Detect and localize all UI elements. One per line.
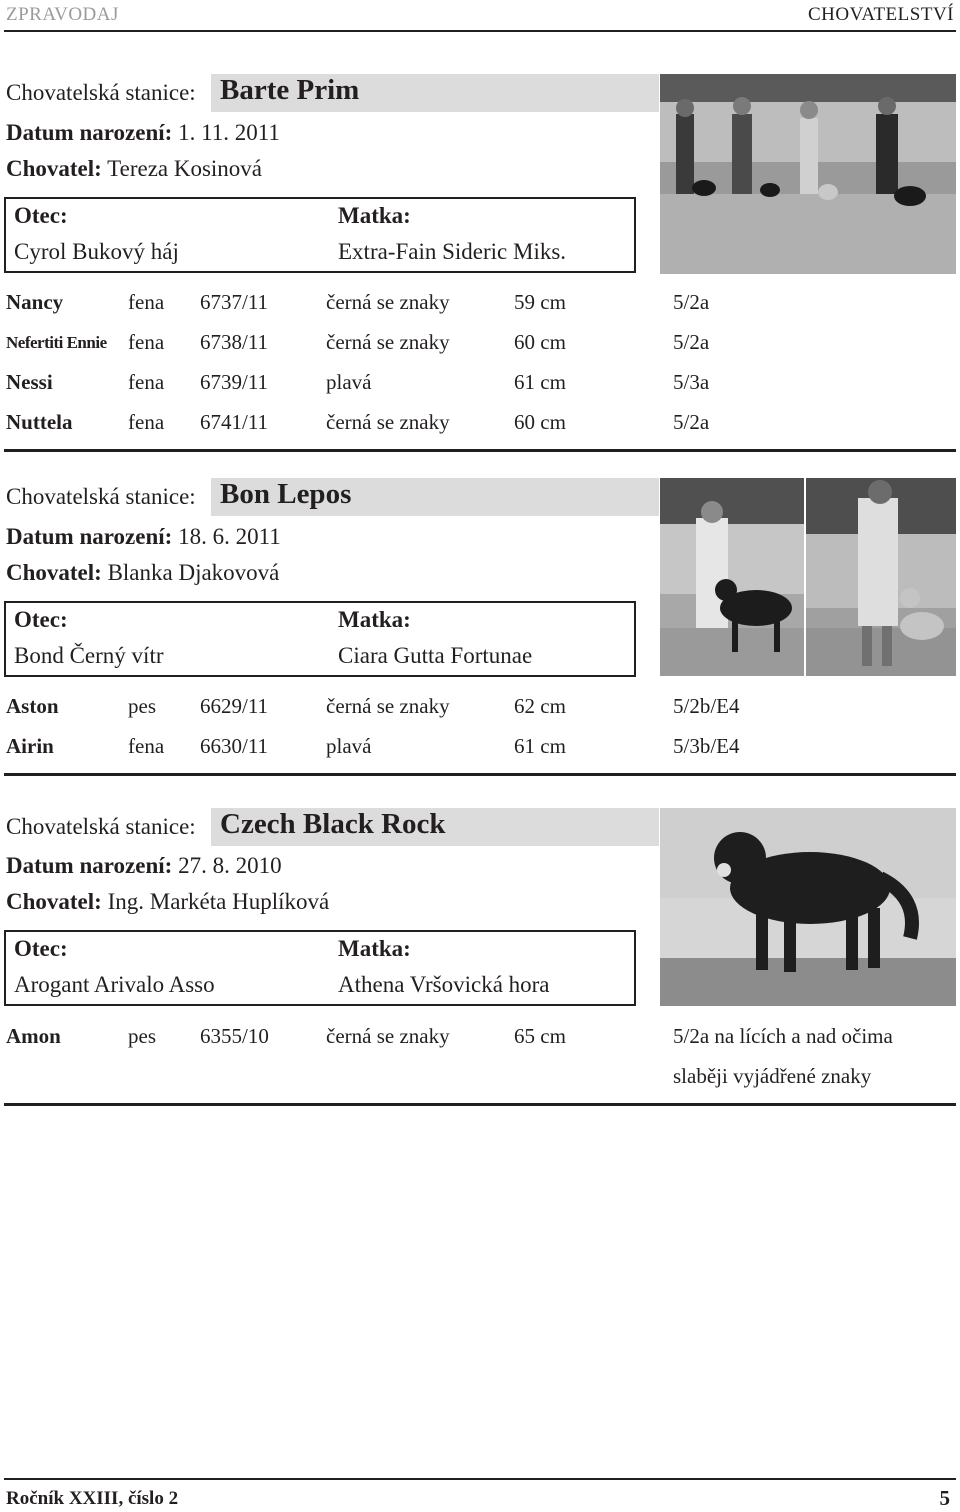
section-divider bbox=[4, 1103, 956, 1106]
breeder: Ing. Markéta Huplíková bbox=[107, 889, 330, 914]
puppy-number: 6629/11 bbox=[200, 694, 269, 718]
puppy-row bbox=[0, 734, 960, 764]
breeder-line bbox=[6, 560, 279, 586]
breeder-line bbox=[6, 889, 329, 915]
page-number: 5 bbox=[939, 1486, 950, 1510]
mother-label: Matka: bbox=[338, 936, 411, 961]
puppy-color: plavá bbox=[326, 370, 372, 394]
mother-label: Matka: bbox=[338, 203, 411, 228]
mother-label: Matka: bbox=[338, 607, 411, 632]
puppy-height: 61 cm bbox=[514, 370, 566, 394]
kennel-label: Chovatelská stanice: bbox=[6, 80, 196, 105]
puppy-row bbox=[0, 330, 960, 360]
puppy-color: plavá bbox=[326, 734, 372, 758]
puppy-name: Nuttela bbox=[6, 410, 73, 434]
puppy-name: Nefertiti Ennie bbox=[6, 333, 107, 352]
puppy-sex: fena bbox=[128, 370, 165, 394]
puppy-color: černá se znaky bbox=[326, 410, 450, 434]
puppy-height: 59 cm bbox=[514, 290, 566, 314]
father-name: Bond Černý vítr bbox=[14, 643, 164, 668]
litter-photo-group bbox=[660, 74, 956, 274]
puppy-grade: 5/3b/E4 bbox=[673, 734, 740, 758]
puppy-sex: fena bbox=[128, 330, 165, 354]
puppy-sex: fena bbox=[128, 410, 165, 434]
parents-box bbox=[4, 601, 636, 677]
birth-date: 18. 6. 2011 bbox=[178, 524, 281, 549]
header-magazine: ZPRAVODAJ bbox=[6, 4, 119, 25]
puppy-row bbox=[0, 290, 960, 320]
puppy-row bbox=[0, 410, 960, 440]
puppy-grade: 5/2a na lících a nad očima bbox=[673, 1024, 893, 1048]
puppy-grade: 5/2a bbox=[673, 290, 710, 314]
puppy-number: 6741/11 bbox=[200, 410, 269, 434]
puppy-height: 62 cm bbox=[514, 694, 566, 718]
birth-date-line bbox=[6, 853, 282, 879]
puppy-name: Nessi bbox=[6, 370, 53, 394]
breeder: Tereza Kosinová bbox=[107, 156, 263, 181]
puppy-row bbox=[0, 370, 960, 400]
puppy-name: Amon bbox=[6, 1024, 61, 1048]
puppy-row bbox=[0, 1024, 960, 1054]
birth-date: 1. 11. 2011 bbox=[178, 120, 280, 145]
mother-name: Ciara Gutta Fortunae bbox=[338, 643, 533, 668]
puppy-name: Airin bbox=[6, 734, 54, 758]
puppy-color: černá se znaky bbox=[326, 330, 450, 354]
puppy-sex: fena bbox=[128, 734, 165, 758]
puppy-grade: 5/2a bbox=[673, 410, 710, 434]
page-header bbox=[0, 0, 960, 34]
puppy-color: černá se znaky bbox=[326, 1024, 450, 1048]
puppy-sex: fena bbox=[128, 290, 165, 314]
puppy-sex: pes bbox=[128, 1024, 156, 1048]
kennel-name: Barte Prim bbox=[220, 74, 360, 106]
mother-name: Athena Vršovická hora bbox=[338, 972, 550, 997]
puppy-grade-note: slaběji vyjádřené znaky bbox=[673, 1064, 872, 1088]
puppy-row bbox=[0, 694, 960, 724]
puppy-height: 65 cm bbox=[514, 1024, 566, 1048]
birth-date: 27. 8. 2010 bbox=[178, 853, 282, 878]
puppy-row-note bbox=[0, 1064, 960, 1094]
puppy-name: Aston bbox=[6, 694, 59, 718]
dog-photo-fawn bbox=[806, 478, 956, 676]
puppy-grade: 5/2b/E4 bbox=[673, 694, 740, 718]
puppy-number: 6630/11 bbox=[200, 734, 269, 758]
puppy-grade: 5/2a bbox=[673, 330, 710, 354]
footer-issue: Ročník XXIII, číslo 2 bbox=[6, 1488, 179, 1509]
parents-box bbox=[4, 197, 636, 273]
puppy-height: 60 cm bbox=[514, 330, 566, 354]
birth-date-label: Datum narození: bbox=[6, 524, 173, 549]
birth-date-line bbox=[6, 120, 280, 146]
mother-name: Extra-Fain Sideric Miks. bbox=[338, 239, 567, 264]
birth-date-line bbox=[6, 524, 281, 550]
header-section: CHOVATELSTVÍ bbox=[807, 4, 954, 25]
father-name: Cyrol Bukový háj bbox=[14, 239, 179, 264]
section-divider bbox=[4, 773, 956, 776]
birth-date-label: Datum narození: bbox=[6, 120, 173, 145]
breeder-label: Chovatel: bbox=[6, 889, 102, 914]
breeder-label: Chovatel: bbox=[6, 156, 102, 181]
father-name: Arogant Arivalo Asso bbox=[14, 972, 215, 997]
kennel-name: Czech Black Rock bbox=[220, 808, 446, 840]
footer-rule bbox=[4, 1478, 956, 1480]
parents-box bbox=[4, 930, 636, 1006]
puppy-grade: 5/3a bbox=[673, 370, 710, 394]
puppy-color: černá se znaky bbox=[326, 694, 450, 718]
kennel-label: Chovatelská stanice: bbox=[6, 484, 196, 509]
puppy-name: Nancy bbox=[6, 290, 64, 314]
dog-photo-black bbox=[660, 478, 804, 676]
section-divider bbox=[4, 449, 956, 452]
breeder: Blanka Djakovová bbox=[107, 560, 280, 585]
puppy-number: 6737/11 bbox=[200, 290, 269, 314]
puppy-number: 6355/10 bbox=[200, 1024, 269, 1048]
father-label: Otec: bbox=[14, 936, 68, 961]
birth-date-label: Datum narození: bbox=[6, 853, 173, 878]
puppy-sex: pes bbox=[128, 694, 156, 718]
kennel-name: Bon Lepos bbox=[220, 478, 352, 510]
father-label: Otec: bbox=[14, 607, 68, 632]
header-rule bbox=[4, 30, 956, 32]
father-label: Otec: bbox=[14, 203, 68, 228]
dog-photo-standing bbox=[660, 808, 956, 1006]
puppy-number: 6738/11 bbox=[200, 330, 269, 354]
breeder-label: Chovatel: bbox=[6, 560, 102, 585]
puppy-height: 60 cm bbox=[514, 410, 566, 434]
puppy-color: černá se znaky bbox=[326, 290, 450, 314]
breeder-line bbox=[6, 156, 262, 182]
puppy-height: 61 cm bbox=[514, 734, 566, 758]
puppy-number: 6739/11 bbox=[200, 370, 269, 394]
kennel-label: Chovatelská stanice: bbox=[6, 814, 196, 839]
